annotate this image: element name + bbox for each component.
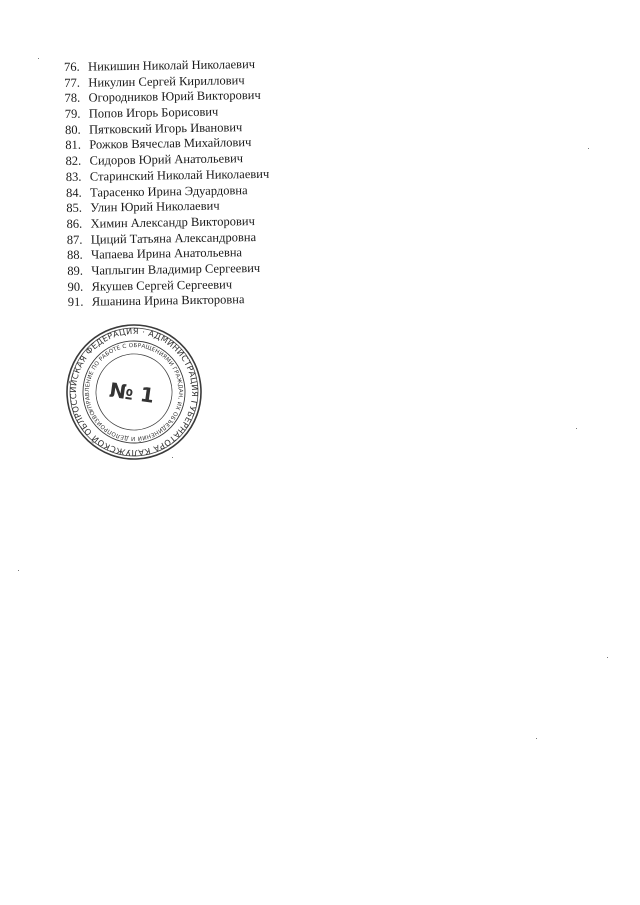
list-item-name: Рожков Вячеслав Михайлович <box>89 135 252 153</box>
list-item <box>67 261 271 280</box>
list-item <box>66 182 270 201</box>
list-item-number: 85. <box>66 200 83 216</box>
list-item-number: 88. <box>66 247 83 263</box>
scan-speck <box>38 58 39 59</box>
scan-speck <box>18 570 19 571</box>
list-item-name: Никулин Сергей Кириллович <box>88 72 245 90</box>
list-item-number: 86. <box>66 216 83 231</box>
list-item <box>68 292 272 311</box>
list-item-number: 80. <box>64 122 81 137</box>
scan-speck <box>536 738 537 739</box>
list-item-name: Сидоров Юрий Анатольевич <box>89 151 244 168</box>
list-item-number: 76. <box>64 59 80 74</box>
list-item-number: 79. <box>64 106 81 122</box>
list-item-name: Чапаева Ирина Анатольевна <box>90 245 243 262</box>
name-list <box>64 57 271 311</box>
list-item-number: 77. <box>64 75 81 90</box>
list-item-name: Химин Александр Викторович <box>90 213 255 231</box>
list-item-number: 83. <box>65 169 82 184</box>
list-item-name: Попов Игорь Борисович <box>88 104 219 121</box>
seal-outer-text: РОССИЙСКАЯ ФЕДЕРАЦИЯ · АДМИНИСТРАЦИЯ ГУБЕРНАТОРА КАЛУЖСКОЙ ОБЛАСТИ <box>67 325 201 459</box>
list-item-number: 91. <box>67 295 84 310</box>
seal-inner-text: УПРАВЛЕНИЕ ПО РАБОТЕ С ОБРАЩЕНИЯМИ ГРАЖДАН, ИХ ОБЪЕДИНЕНИЙ И ДЕЛОПРОИЗВОДСТВА <box>84 342 184 442</box>
seal-center-text: № 1 <box>107 377 156 408</box>
list-item-number: 87. <box>66 232 83 247</box>
scan-speck <box>588 148 589 149</box>
list-item-name: Улин Юрий Николаевич <box>90 198 220 215</box>
list-item-name: Чаплыгин Владимир Сергеевич <box>91 260 261 278</box>
list-item-name: Циций Татьяна Александровна <box>90 229 257 247</box>
list-item-number: 81. <box>65 138 82 153</box>
list-item-name: Пятковский Игорь Иванович <box>88 119 243 137</box>
list-item-name: Никишин Николай Николаевич <box>87 57 256 74</box>
list-item-number: 90. <box>67 279 84 294</box>
list-item-name: Огородников Юрий Викторович <box>88 88 261 105</box>
scan-speck <box>576 428 577 429</box>
list-item <box>64 88 268 107</box>
list-item-name: Яшанина Ирина Викторовна <box>91 292 245 309</box>
list-item-name: Тарасенко Ирина Эдуардовна <box>89 182 248 200</box>
list-item-name: Якушев Сергей Сергеевич <box>91 277 233 294</box>
list-item-name: Старинский Николай Николаевич <box>89 166 270 184</box>
list-item-number: 78. <box>64 91 81 106</box>
list-item-number: 89. <box>67 263 84 278</box>
list-item-number: 84. <box>65 185 82 200</box>
official-seal <box>64 322 204 462</box>
list-item-number: 82. <box>65 153 82 169</box>
scan-speck <box>607 657 608 658</box>
scan-speck <box>172 457 173 458</box>
